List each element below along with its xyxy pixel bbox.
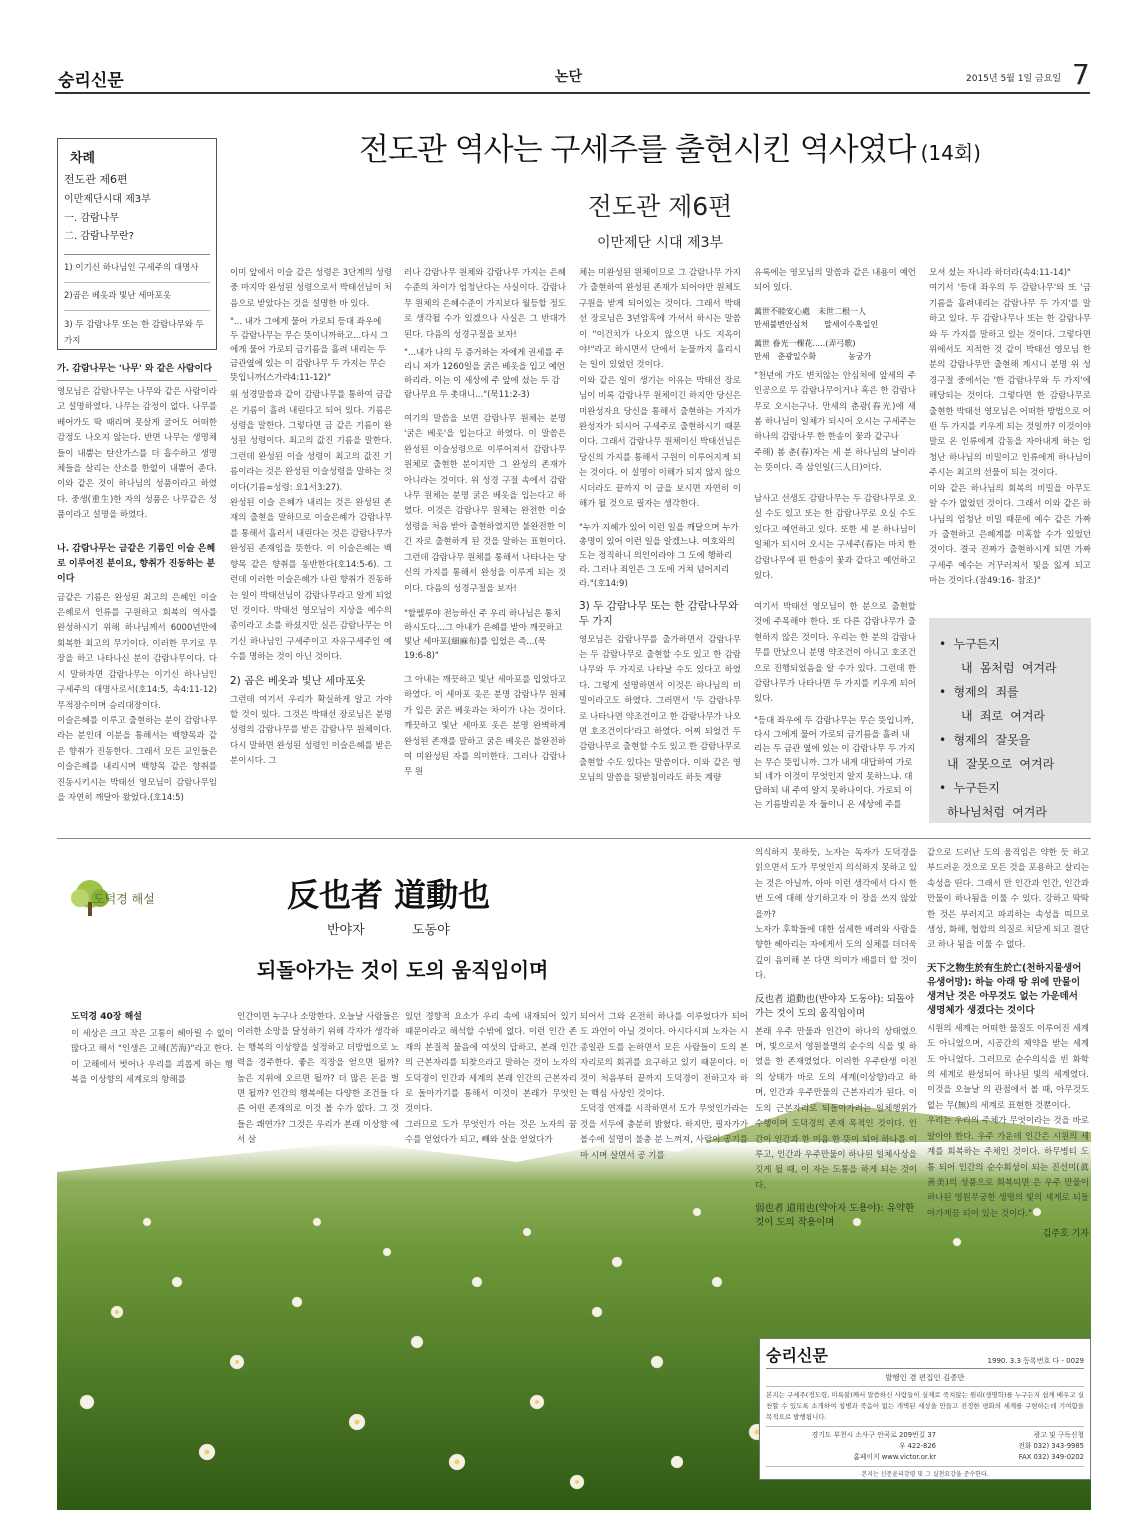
article-title bbox=[340, 124, 1000, 169]
dao-badge-label: 도덕경 해설 bbox=[93, 891, 155, 906]
section-name: 논단 bbox=[555, 69, 583, 85]
scripture-quote: "누가 지혜가 있어 이런 일을 깨달으며 누가 총명이 있어 이런 일을 알겠느냐. 여호와의 도는 정직하니 의인이라야 그 도에 행하리라. 그러나 죄인은 그 도에 거쳐 넘어지리라."(호14:9) bbox=[579, 522, 739, 589]
publisher: 발행인 겸 편집인 김종만 bbox=[766, 1372, 1084, 1387]
dao-heading: 弱也者 道用也(약아자 도용야): 유약한 것이 도의 작용이며 bbox=[755, 1203, 915, 1229]
phone: 전화 032) 343-9985 bbox=[1018, 1442, 1084, 1450]
scripture-quote: "할렐루야 전능하신 주 우리 하나님은 통치하시도다...그 아내가 은혜를 받아 깨끗하고 빛난 세마포(細麻布)를 입었은 즉...(묵19:6-8)" bbox=[404, 608, 563, 661]
body-text: 영모님은 감람나무를 출가하면서 감람나무는 두 감람나무로 출현할 수도 있고 한 감람나무와 두 가지로 나타날 수도 있다고 하였다. 그렇게 설명하면서 이것은 하나님의 비밀이라고도 하였다. 그러면서 '두 감람나무로 나타나면 약조건이고 한 감람나무가 나오면 호조건이다'라고 하였다. 어찌 되었건 두 감람나무로 출현할 수도 있고 한 감람나무로 출현할 수도 있다는 말씀이다. 이와 같은 영모님의 말씀을 뒷받침이라도 하듯 계량 bbox=[579, 634, 741, 784]
episode-number: (14회) bbox=[920, 141, 981, 165]
column-6 bbox=[929, 266, 1091, 616]
byline: 김주호 기자 bbox=[1042, 1229, 1089, 1240]
toc-line: 전도관 제6편 bbox=[64, 173, 128, 186]
section-heading: 나. 감람나무는 금같은 기름인 이슬 은혜로 이루어진 분이요, 향취가 진동하는 분이다 bbox=[57, 543, 216, 584]
body-text: 이미 앞에서 이슬 같은 성령은 3단계의 성령 중 마지막 완성된 성령으로서 박태선님이 처음으로 받았다는 것을 설명한 바 있다. bbox=[230, 268, 392, 309]
dao-badge bbox=[67, 878, 155, 918]
body-text: 의식하지 못하듯, 노자는 독자가 도덕경을 읽으면서 도가 무엇인지 의식하지 못하고 있는 것은 아닐까, 아마 이런 생각에서 다시 한 번 도에 대해 상기하고자 이 장을 쓰지 않았을까? 노자가 후학들에 대한 섬세한 배려와 사람을 향한 헤아리는 자에게서 도의 실체를 더더욱 깊이 음미해 본 다면 의미가 배를더 할 것이다. bbox=[755, 848, 917, 982]
body-text: 모셔 섰는 자니라 하더라(속4:11-14)" 여기서 '등대 좌우의 두 감람나무'와 또 '금기름을 흘려내리는 감람나무 두 가지'를 말하고 있다. 두 감람나무나 또는 한 감람나무와 두 가지를 말하고 있는 것이다. 그렇다면 위에서도 지적한 것 같이 박태선 영모님 한 분의 감람나무만 출현해 계시니 분명 위 성경구절 중에서는 '한 감람나무와 두 가지'에 해당되는 것이다. 그렇다면 한 감람나무로 출현한 박태선 영모님은 어떠한 방법으로 어떤 두 가지를 키우게 되는 것일까? 이것이야말로 온 인류에게 감동을 자아내게 하는 엄청난 하나님의 비밀이고 인류에게 하나님이 주시는 최고의 선물이 되는 것이다. 이와 같은 하나님의 회복의 비밀을 아무도 알 수가 없었던 것이다. 그래서 이와 같은 하나님의 엄청난 비밀 때문에 예수 같은 가짜가 출현하고 은혜계를 미혹할 수가 있었던 것이다. 결국 진짜가 출현하시게 되면 가짜 구세주 예수는 거꾸러져서 빛을 잃게 되고 마는 것이다.(잠49:16- 참조)" bbox=[929, 268, 1091, 587]
website-link[interactable]: 홈페이지 www.victor.or.kr bbox=[853, 1453, 936, 1461]
toc-item: 3) 두 감람나무 또는 한 감람나무와 두 가지 bbox=[64, 320, 204, 346]
body-text: 인간이면 누구나 소망한다. 오늘날 사람들은 이러한 소망을 달성하기 위해 각자가 생각하는 행복의 이상향을 설정하고 더방법으로 노력을 경주한다. 좋은 직장을 얻으면 될까? 높은 지위에 오르면 될까? 더 많은 돈을 벌면 될까? 인간의 행복에는 다양한 조건들 다른 어떤 존재의로 이것 볼 수가 없다. 그 것들은 쾌연가? 그것은 우리가 본래 이상향 에서 살 bbox=[237, 1012, 399, 1146]
colophon-paper-name: 숭리신문 bbox=[766, 1346, 828, 1365]
body-text: 이 세상은 크고 작은 고통이 헤아릴 수 없이 많다고 해서 "인생은 고해(苦海)"라고 한다. 이 고해에서 벗어나 우리를 괴롭게 하는 행복을 이상향의 세계로의 항해를 bbox=[71, 1029, 233, 1086]
paper-name: 숭리신문 bbox=[58, 71, 124, 91]
colophon bbox=[759, 1338, 1091, 1480]
prophecy-reading: 만세 춘광일수화 농궁가 bbox=[754, 351, 872, 361]
poem-line: • 형제의 잘못을 bbox=[939, 733, 1031, 747]
poem-line: • 누구든지 bbox=[939, 637, 1000, 651]
fax: FAX 032) 349-0202 bbox=[1018, 1453, 1084, 1461]
dao-column-3 bbox=[405, 1010, 577, 1160]
column-1 bbox=[57, 356, 217, 816]
poem-line: 내 잘못으로 여겨라 bbox=[947, 757, 1055, 771]
body-text: 그 아내는 깨끗하고 빛난 세마포를 입었다고 하였다. 이 세마포 옷은 분명 감람나무 원체가 입은 굵은 베옷과는 차이가 나는 것이다. 깨끗하고 빛난 세마포 옷은 분명 완벽하게 완성된 존재를 말하고 굵은 베옷은 불완전하여 미완성된 자를 의미한다. 그러나 감람나무 원 bbox=[404, 674, 566, 778]
body-text: 본래 우주 만물과 인간이 하나의 상태였으며, 빛으로서 영원불멸의 순수의 식을 빛 하였을 한 존재였었다. 이러한 우주탄생 이전의 상태가 바로 도의 세계(이상향)라고 하며, 인간과 우주만물의 근본자리가 된다. 이 도의 근본자리로 되돌아가려는 일체행위가 수행이며 도덕경의 존재 목적인 것이다. 인간이 인간과 한 미음 한 뜻이 되어 하나를 이루고, 인간과 우주만물이 하나된 일체사상을 깃게 될 때, 이 자는 도통을 하게 되는 것이다. bbox=[755, 1026, 917, 1191]
dao-column-2 bbox=[237, 1010, 399, 1180]
body-text: 같으로 드러난 도의 움직임은 약한 듯 하고 부드러운 것으로 모든 것을 포용하고 살리는 속성을 띤다. 그래서 만 인간과 인간, 인간과 만물이 하나됨을 이룰 수 있다. 강하고 딱딱한 것은 부러지고 파괴하는 속성을 띠므로 생성, 화해, 협합의 의질로 치닫게 되고 결단코 하나 됨을 이룰 수 없다. bbox=[927, 848, 1089, 951]
issue-date: 2015년 5월 1일 금요일 bbox=[966, 74, 1062, 84]
column-4 bbox=[579, 266, 741, 826]
scripture-quote: "...내가 나의 두 증거하는 자에게 권세를 주리니 저가 1260일을 굵은 베옷을 입고 예언하리라. 이는 이 세상에 주 앞에 섰는 두 감람나무요 두 촛대니..."(묵11:2-3) bbox=[404, 348, 566, 401]
scripture-quote: "등대 좌우에 두 감람나무는 무슨 뜻입니까, 다시 그에게 물어 가로되 금기름을 흘려 내리는 두 금관 옆에 있는 이 감람나무 두 가지는 무슨 뜻입니까. 그가 내게 대답하여 가로되 네가 이것이 무엇인지 알지 못하느냐. 대답하되 내 주여 알지 못하나이다. 가로되 이는 기름발리운 자 둘이니 온 세상에 주를 bbox=[754, 715, 916, 810]
toc-line: 一. 감람나무 bbox=[64, 213, 119, 224]
toc-title: 차례 bbox=[70, 151, 96, 166]
column-5 bbox=[754, 266, 916, 826]
section-heading: 2) 곱은 베옷과 빛난 세마포옷 bbox=[230, 674, 366, 687]
column-3 bbox=[404, 266, 566, 826]
section-divider bbox=[57, 838, 1091, 839]
dao-reading-1: 반야자 bbox=[327, 923, 365, 938]
poem-line: 내 몸처럼 여겨라 bbox=[961, 661, 1057, 675]
masthead-rule bbox=[55, 92, 1090, 94]
dao-title: 反也者 道動也 bbox=[287, 876, 491, 914]
section-heading: 3) 두 감람나무 또는 한 감람나무와 두 가지 bbox=[579, 599, 739, 627]
dao-reading-2: 도동야 bbox=[412, 923, 450, 938]
poem-line: • 형제의 죄를 bbox=[939, 685, 1019, 699]
column-2 bbox=[230, 266, 392, 826]
dao-heading: 反也者 道動也(반야자 도동야): 되돌아가는 것이 도의 움직임이며 bbox=[755, 993, 915, 1019]
toc-item: 1) 이기신 하나님인 구세주의 대명사 bbox=[64, 263, 199, 273]
body-text: 되어서 그와 온전히 하나를 이루었다가 되어도 과언이 아닐 것이다. 아시다시피 노자는 시종일관 도를 논하면서 모든 사람들이 도의 본 자리로의 회귀를 요구하고 있기 때문이다. 이것이 처음부터 끝까지 도덕경이 전하고자 하는 핵심 사상인 것이다. 도덕경 연재를 시작하면서 도가 무엇인가라는 것을 서두에 충분히 밝혔다. 하지만, 필자가가 볼수에 설명이 불충 분 느껴져, 사람이 공기를 마 시며 살면서 공 기를 bbox=[580, 1012, 748, 1161]
article-subtitle: 전도관 제6편 bbox=[587, 192, 733, 221]
body-text: 시원의 세계는 어떠한 물질도 이루어진 세계도 아니었으며, 시공간의 제약을 받는 세계도 아니었다. 그러므로 순수의식을 빈 화학의 세계로 완성되어 하나된 빛의 세계였다. 이것을 오늘날 의 관점에서 볼 때, 아무것도 없는 무(無)의 세계로 표현한 것뿐이다. 우리는 우리의 주체가 무엇이라는 것을 바로 알아야 한다. 우주 가운데 인간은 시원의 세계를 회복하는 주체인 것이다. 하무병티 도통 되어 인간의 순수회성이 되는 진선미(眞善美)의 성품으로 회복되면 은 우주 만물이 하나된 영원무궁한 생명의 빛의 세계로 되돌아가게끔 되어 있는 것이다." bbox=[927, 1023, 1089, 1219]
body-text: 위 성경말씀과 같이 감람나무를 통하여 금같은 기름이 흘려 내린다고 되어 있다. 기름은 성령을 말한다. 그렇다면 금 같은 기름이 완성된 성령이다. 최고의 값진 기름을 말한다. 그런데 완성된 이슬 성령이 최고의 값진 기름이라는 것은 완성된 이슬성령을 말하는 것이다(기름=성령: 요1서3:27). 완성된 이슬 은혜가 내리는 것은 완성된 존재의 출현을 말하므로 이슬은혜가 감람나무를 통해서 흘러서 내린다는 것은 감람나무가 완성된 존재임을 뜻한다. 이 이슬은혜는 백향목 같은 향취를 동반한다(호14:5-6). 그런데 이러한 이슬은혜가 나린 향취가 진동하는 일이 박태선님이 감람나무라고 알게 되었던 것이다. 박태선 영모님이 지상을 예수의 종이라고 소를 하셨지만 실은 감람나무는 이기신 하나님인 구세주이고 자유구세주인 예수를 명하는 것이 아닌 것이다. bbox=[230, 390, 392, 663]
scripture-quote: "... 내가 그에게 물어 가로되 등대 좌우에 두 감람나무는 무슨 뜻이니까하고...다시 그에게 물어 가로되 금기름을 흘려 내리는 두 금관옆에 있는 이 감람나무 두 가지는 무슨 뜻입니까(스가랴4:11-12)" bbox=[230, 317, 389, 384]
poem-box bbox=[929, 618, 1091, 823]
dao-column-5 bbox=[755, 846, 917, 1229]
body-text: 영모님은 감람나무는 나무와 같은 사람이라고 설명하였다. 나무는 감정이 없다. 나무를 베어가도 딱 때리며 못살게 굴어도 어떠한 감정도 나오지 않는다. 반면 나무는 생명체들이 내뿜는 탄산가스를 더 흡수하고 생명체들을 살리는 산소를 한없이 내뿜어 준다. 이와 같은 것이 하나님의 성품이라고 하였다. 중생(重生)한 자의 성품은 나무같은 성품이라고 설명을 하였다. bbox=[57, 387, 217, 521]
dao-section bbox=[57, 842, 1091, 1510]
poem-line: 하나님처럼 여겨라 bbox=[947, 805, 1047, 819]
poem-line: 내 죄로 여겨라 bbox=[961, 709, 1046, 723]
section-heading: 가. 감람나무는 '나무' 와 같은 사람이다 bbox=[57, 362, 217, 381]
body-text: 있던 경향적 요소가 우리 속에 내재되어 있기 때문이라고 해석할 수밖에 없다. 이런 인간 존재의 본질적 물음에 여섯의 답하고, 본래 인간의 근본자리를 되찾으라고 말하는 것이 노자의 도덕경이 인간과 세계의 본래 인간의 근본자리로 돌아가기를 통해서 이것이 본래가 무엇인 것이다. 그러므로 도가 무엇인가 아는 것은 노자의 꿈수를 얻었다가 되고, 빼와 살을 얻었다가 bbox=[405, 1012, 577, 1146]
prophecy-hanja: 萬世 眷光一棵花.....(弄弓歌) bbox=[754, 338, 856, 348]
prophecy-hanja: 萬世不睦安心處 未世二根一人 bbox=[754, 306, 866, 316]
ad-subscription-label: 광고 및 구독신청 bbox=[1033, 1431, 1084, 1439]
headline: 전도관 역사는 구세주를 출현시킨 역사였다 bbox=[359, 132, 916, 168]
registration: 1990. 3.3 등록번호 다 - 0029 bbox=[987, 1357, 1084, 1365]
page-number: 7 bbox=[1072, 58, 1090, 91]
dao-column-1 bbox=[71, 1010, 233, 1100]
body-text: 여기의 말씀을 보면 감람나무 원체는 분명 '굵은 베옷'을 입는다고 하였다. 이 말씀은 완성된 이슬성령으로 이루어져서 감람나무 원체로 출현한 분이지만 그 완성의 존재가 아니라는 것이다. 위 성경 구절 속에서 감람나무 원체는 분명 굵은 베옷을 입는다고 하였다. 이것은 감람나무 원체는 완전한 이슬성령을 처음 받아 출현하였지만 불완전한 이긴 자로 출현하게 된 것을 말하는 표현이다. 그런데 감람나무 원체를 통해서 나타나는 당신의 가지를 통해서 완성을 이루게 되는 것이다. 다음의 성경구절을 보자! bbox=[404, 414, 566, 594]
body-text: 체는 미완성된 원체이므로 그 감람나무 가지가 출현하여 완성된 존재가 되어야만 원체도 구원을 받게 되어있는 것이다. 그래서 박태선 장로님은 3년암흑에 가셔서 하시는 말씀이 "이건치가 나오지 않으면 나도 지옥이야!"라고 하시면서 단에서 눈물까지 흘리시는 일이 있었던 것이다. 이와 같은 일이 생기는 이유는 박태선 장로님이 비록 감람나무 원체이긴 하지만 당신은 미완성자요 당신을 통해서 출현하는 가지가 완성자가 되시어 구세주로 출현하시기 때문이다. 그래서 감람나무 원체이신 박태선님은 당신의 가지를 통해서 구원이 이루어지게 되는 것이다. 이 설명이 이해가 되지 않지 않으시더라도 끝까지 이 글을 보시면 자연히 이해가 될 것으로 필자는 생각한다. bbox=[579, 268, 741, 510]
dao-column-6 bbox=[927, 846, 1089, 1240]
body-text: "천년에 가도 변치않는 안심처에 앞세의 주인공으로 두 감람나무이거나 혹은 한 감람나무로 오시는구나. 만세의 춘광(春光)에 새 봄 하나님이 일체가 되시어 오시는 구세주는 하나의 감람나무 한 한송이 꽃과 같구나 주해) 봄 춘(春)자는 세 분 하나님의 날이라는 뜻이다. 즉 삼인일(三人日)이다. 남사고 선생도 감람나무는 두 감람나무로 오실 수도 있고 또는 한 감람나무로 오실 수도 있다고 예언하고 있다. 또한 세 분 하나님이 일체가 되시어 오시는 구세주(春)는 마치 한 감람나무에 핀 한송이 꽃과 같다고 예언하고 있다. 여기서 박태선 영모님이 한 분으로 출현할 것에 주목해야 한다. 또 다른 감람나무가 출현하지 않은 것이다. 우리는 한 분의 감람나무를 만났으니 분명 약조건이 아니고 호조건으로 진행되었음을 알 수가 있다. 그런데 한 감람나무가 나타나면 두 가지를 키우게 되어 있다. bbox=[754, 370, 916, 705]
dao-column-4 bbox=[580, 1010, 748, 1200]
article-subtitle-2: 이만제단 시대 제3부 bbox=[597, 235, 723, 251]
ethics-statement: 본지는 신문윤리강령 및 그 실천요강을 준수한다. bbox=[766, 1466, 1084, 1478]
body-text: 유록에는 영모님의 말씀과 같은 내용이 예언되어 있다. bbox=[754, 268, 916, 294]
body-text: 그런데 여기서 우리가 확실하게 알고 가야 할 것이 있다. 그것은 박태선 장로님은 분명 성령의 감람나무를 받은 감람나무 원체이다. 다시 말하면 완성된 성령인 이슬은혜를 받은 분이시다. 그 bbox=[230, 694, 392, 767]
body-text: 금같은 기름은 완성된 최고의 은혜인 이슬은혜로서 인류를 구원하고 회복의 역사를 완성하시기 위해 하나님께서 6000년만에 회복한 최고의 무기이다. 이러한 무기로 무장을 하고 나타나신 분이 감람나무이다. 다시 말하자면 감람나무는 이기신 하나님인 구세주의 대명사로서(호14:5, 속4:11-12) 무적장수이며 승리대장이다. 이슬은혜를 이루고 출현하는 분이 감람나무라는 분인데 이분을 통해서는 백향목과 같은 향취가 진동한다. 그래서 모든 교인들은 이슬은혜를 내리시며 백향목 같은 향취를 진동시키시는 박태선 영모님이 감람나무임을 자연히 깨달아 왔었다.(호14:5) bbox=[57, 592, 217, 803]
toc-line: 二. 감람나무란? bbox=[64, 231, 134, 242]
toc-box bbox=[57, 138, 217, 350]
mission-statement: 본지는 구세주(정도령, 미륵불)께서 말씀하신 사람들이 실제로 죽지않는 원리(생명학)를 누구든지 쉽게 배우고 실천할 수 있도록 소개하여 칭병과 죽음이 없는 개벽된 세상을 만들고 진정한 평화의 세계를 구현하는데 기여함을 목적으로 발행됩니다. bbox=[766, 1390, 1084, 1427]
toc-item: 2)곱은 베옷과 빛난 세마포옷 bbox=[64, 291, 172, 301]
prophecy-reading: 만세불변안심처 말세이수혹일인 bbox=[754, 319, 879, 329]
dao-subtitle: 되돌아가는 것이 도의 움직임이며 bbox=[257, 958, 549, 982]
dao-heading: 天下之物生於有生於亡(천하지물생어유생어망): 하늘 아래 땅 위에 만물이 생겨난 것은 아무것도 없는 가운데서 생명체가 생겼다는 것이다 bbox=[927, 962, 1082, 1016]
toc-line: 이만제단시대 제3부 bbox=[64, 194, 151, 205]
body-text: 러나 감람나무 원체와 감람나무 가지는 은혜 수준의 차이가 엄청난다는 사실이다. 감람나무 원체의 은혜수준이 가지보다 월등할 정도로 생각될 수가 있겠으나 사실은 그 반대가 된다. 다음의 성경구절을 보자! bbox=[404, 268, 566, 340]
dao-heading: 도덕경 40장 해설 bbox=[71, 1012, 142, 1022]
zip-code: 우 422-826 bbox=[898, 1442, 936, 1450]
poem-line: • 누구든지 bbox=[939, 781, 1000, 795]
address: 경기도 부천시 소사구 안곡로 209번길 37 bbox=[811, 1431, 936, 1439]
